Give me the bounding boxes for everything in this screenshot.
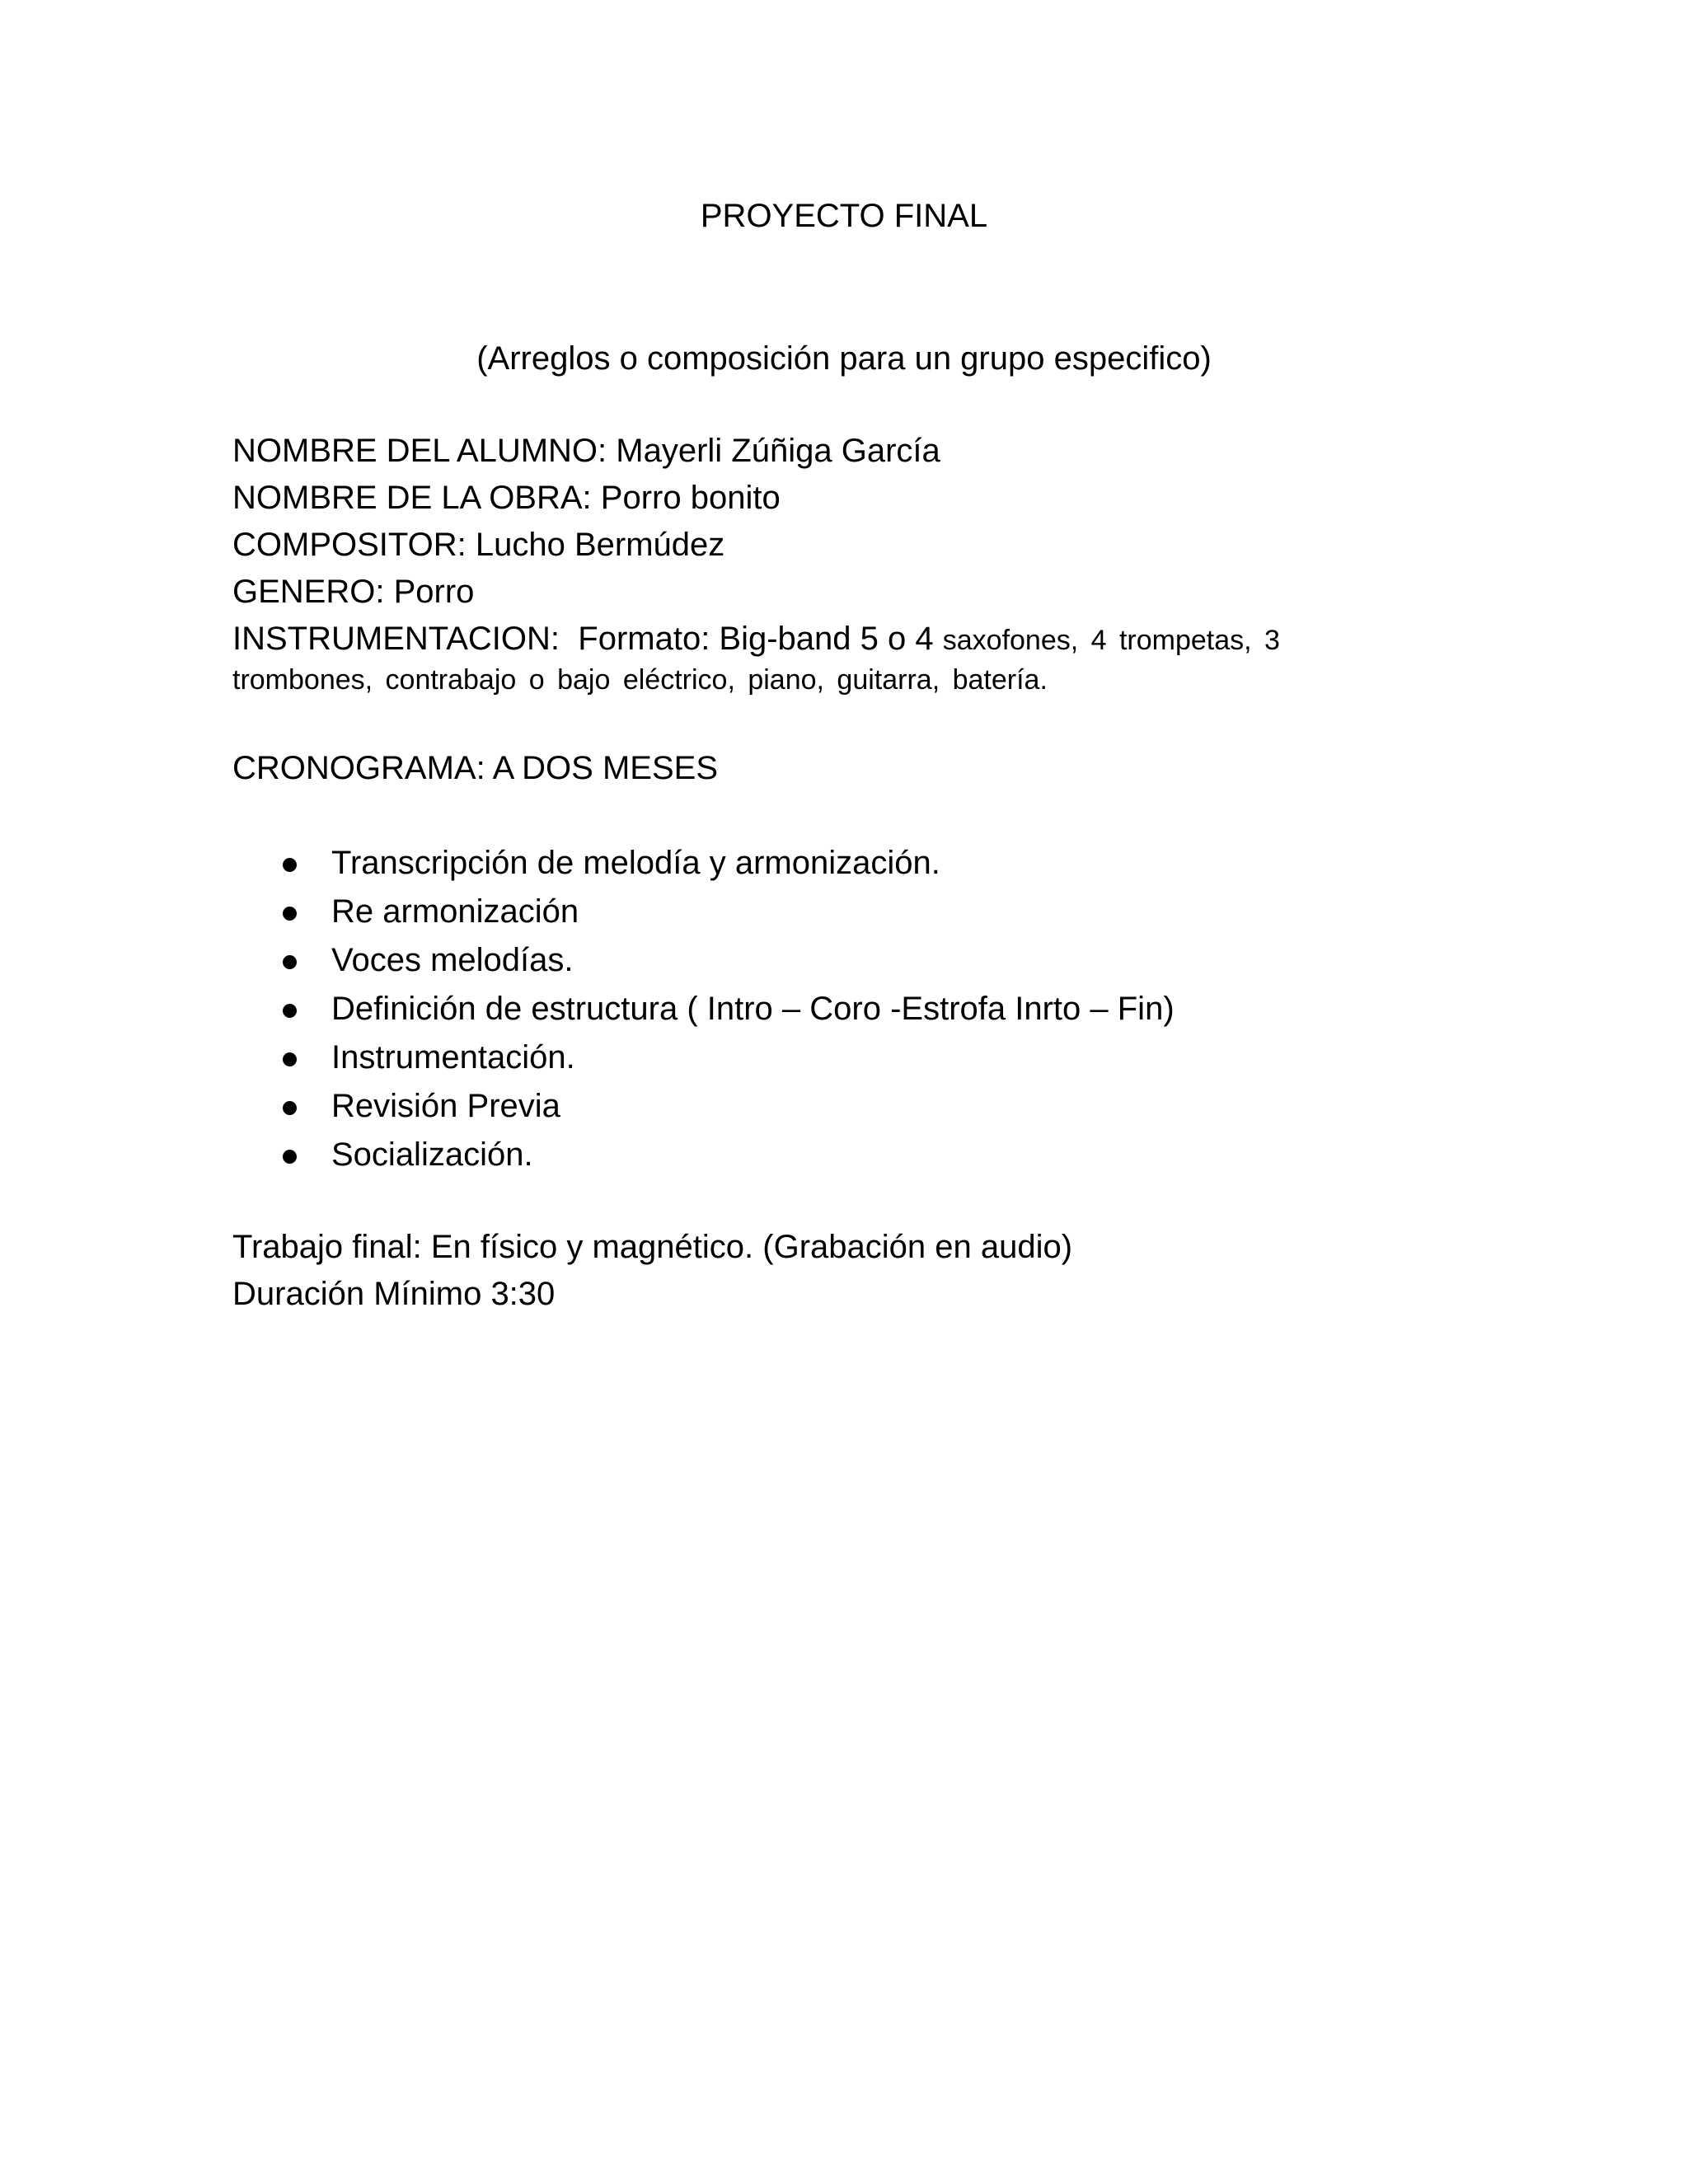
field-instrumentacion (232, 622, 1280, 655)
document-title: PROYECTO FINAL (700, 198, 988, 234)
field-genero: GENERO: Porro (232, 574, 475, 610)
list-item-text: Socialización. (331, 1137, 533, 1173)
field-compositor: COMPOSITOR: Lucho Bermúdez (232, 527, 725, 563)
bullet-icon (283, 1052, 297, 1066)
footer-trabajo: Trabajo final: En físico y magnético. (Grabación en audio) (232, 1229, 1073, 1265)
list-item-text: Re armonización (331, 893, 579, 930)
bullet-icon (283, 1101, 297, 1115)
list-item-text: Voces melodías. (331, 942, 574, 978)
instrumentacion-label: INSTRUMENTACION: (232, 621, 560, 657)
formato-cont-1: saxofones, 4 trompetas, 3 (942, 625, 1280, 656)
list-item-text: Definición de estructura ( Intro – Coro -Estrofa Inrto – Fin) (331, 991, 1175, 1027)
bullet-icon (283, 1150, 297, 1164)
field-alumno: NOMBRE DEL ALUMNO: Mayerli Zúñiga García (232, 433, 940, 469)
list-item-text: Transcripción de melodía y armonización. (331, 845, 940, 881)
footer-duracion: Duración Mínimo 3:30 (232, 1276, 556, 1312)
bullet-icon (283, 955, 297, 969)
formato-label: Formato: Big-band 5 o 4 (578, 621, 934, 657)
document-subtitle: (Arreglos o composición para un grupo especifico) (476, 340, 1212, 377)
list-item-text: Instrumentación. (331, 1039, 575, 1076)
list-item-text: Revisión Previa (331, 1088, 560, 1124)
bullet-icon (283, 907, 297, 921)
cronograma-heading: CRONOGRAMA: A DOS MESES (232, 750, 719, 786)
bullet-icon (283, 1004, 297, 1018)
formato-cont-2: trombones, contrabajo o bajo eléctrico, piano, guitarra, batería. (232, 664, 1048, 696)
bullet-icon (283, 858, 297, 872)
field-obra: NOMBRE DE LA OBRA: Porro bonito (232, 480, 781, 516)
